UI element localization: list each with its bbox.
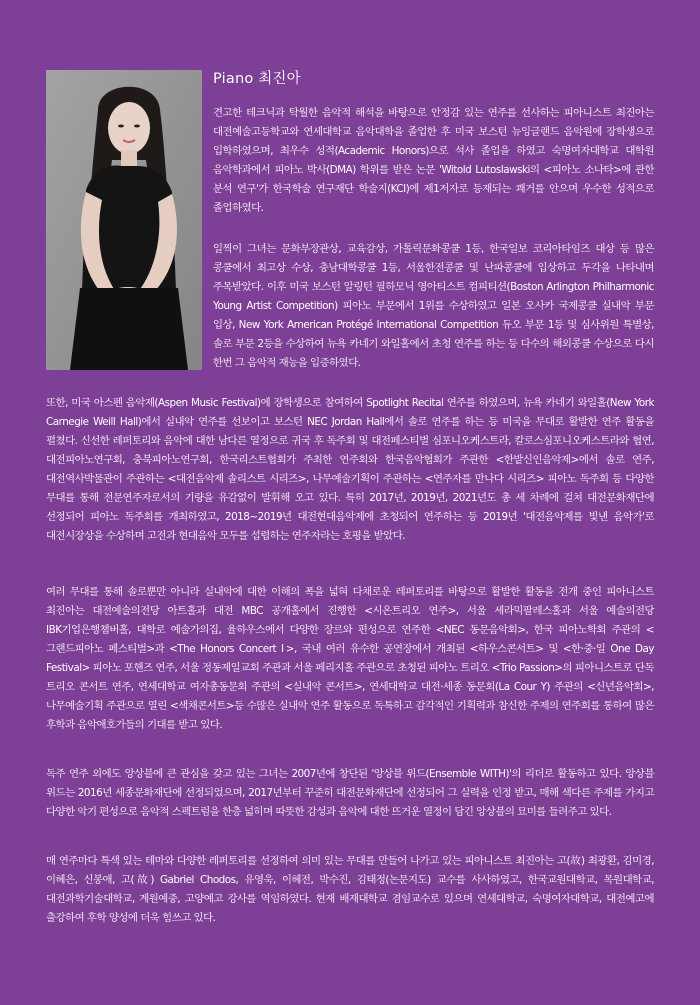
artist-portrait-photo bbox=[46, 70, 202, 370]
face-shape bbox=[108, 102, 150, 154]
bio-paragraph-chamber-music: 여러 무대를 통해 솔로뿐만 아니라 실내악에 대한 이해의 폭을 넓혀 다채로운 레퍼토리를 바탕으로 활발한 활동을 전개 중인 피아니스트 최진아는 대전예술의전당 아트홀과 대전 MBC 공개홀에서 진행한 <시온트리오 연주>, 서울 세라믹팔레스홀과 서울 예술의전당 IBK기업은행챔버홀, 대학로 예술가의집, 율하우스에서 다양한 장르와 편성으로 연주한 <NEC 동문음악회>, 한국 피아노학회 주관의 <그랜드피아노 페스티벌>과 <The Honors Concert Ⅰ>, 국내 여러 유수한 공연장에서 개최된 <하우스콘서트> 및 <한·중·일 One Day Festival> 피아노 포핸즈 연주, 서울 정동제일교회 주관과 서울 페리지홀 주관으로 초청된 피아노 트리오 <Trio Passion>의 피아니스트로 단독 트리오 콘서트 연주, 연세대학교 여자총동문회 주관의 <실내악 콘서트>, 연세대학교 대전·세종 동문회(La Cour Y) 주관의 <신년음악회>, 나무예술기획 주관으로 열린 <색채콘서트>등 수많은 실내악 연주 활동으로 독특하고 감각적인 기획력과 참신한 주제의 연주회를 통하여 많은 후학과 음악애호가들의 기대를 받고 있다. bbox=[46, 586, 654, 731]
neck-shape bbox=[121, 150, 137, 166]
bio-paragraph-education: 견고한 테크닉과 탁월한 음악적 해석을 바탕으로 안정감 있는 연주를 선사하는 피아니스트 최진아는 대전예술고등학교와 연세대학교 음악대학을 졸업한 후 미국 보스턴 뉴잉글랜드 음악원에 장학생으로 입학하였으며, 최우수 성적(Academic Honors)으로 석사 졸업을 하였고 숙명여자대학교 대학원 음악학과에서 피아노 박사(DMA) 학위를 받은 논문 'Witold Lutoslawski의 <피아노 소나타>에 관한 분석 연구'가 한국학술 연구재단 학술지(KCI)에 제1저자로 등재되는 쾌거를 안으며 우수한 성적으로 졸업하였다. bbox=[213, 107, 654, 214]
skirt-shape bbox=[70, 288, 188, 370]
bio-paragraph-competitions: 일찍이 그녀는 문화부장관상, 교육감상, 가톨릭문화콩쿨 1등, 한국일보 코리아타임즈 대상 등 많은 콩쿨에서 최고상 수상, 충남대학콩쿨 1등, 서울한전콩쿨 및 난파콩쿨에 입상하고 두각을 나타내며 주목받았다. 이후 미국 보스턴 알링턴 필하모닉 영아티스트 컴피티션(Boston Arlington Philharmonic Young Artist Competition) 피아노 부문에서 1위를 수상하였고 일본 오사카 국제콩쿨 실내악 부문 입상, New York American Protégé International Competition 듀오 부문 1등 및 심사위원 특별상, 솔로 부문 2등을 수상하여 뉴욕 카네기 와일홀에서 초청 연주를 하는 등 다수의 해외콩쿨 수상으로 다시 한번 그 음악적 재능을 입증하였다. bbox=[213, 243, 654, 369]
right-eye bbox=[134, 125, 140, 128]
bio-paragraph-ensemble-with: 독주 연주 외에도 앙상블에 큰 관심을 갖고 있는 그녀는 2007년에 창단된 '앙상블 위드(Ensemble WITH)'의 리더로 활동하고 있다. 앙상블 위드는 2016년 세종문화재단에 선정되었으며, 2017년부터 꾸준히 대전문화재단에 선정되어 그 실력을 인정 받고, 매해 색다른 주제를 가지고 다양한 악기 편성으로 음악적 스펙트럼을 한층 넓히며 따뜻한 감성과 음악에 대한 뜨거운 열정이 담긴 앙상블의 묘미를 들려주고 있다. bbox=[46, 768, 654, 818]
portrait-illustration bbox=[46, 70, 202, 370]
artist-name-title: Piano 최진아 bbox=[213, 71, 301, 87]
bio-paragraph-performances: 또한, 미국 아스펜 음악제(Aspen Music Festival)에 장학생으로 참여하여 Spotlight Recital 연주를 하였으며, 뉴욕 카네기 와일홀(New York Carnegie Weill Hall)에서 실내악 연주를 선보이고 보스턴 NEC Jordan Hall에서 솔로 연주를 하는 등 미국을 무대로 활발한 연주 활동을 펼쳤다. 신선한 레퍼토리와 음악에 대한 남다른 열정으로 귀국 후 독주회 및 대전페스티벌 심포니오케스트라, 칼로스심포니오케스트라와 협연, 대전피아노연구회, 충북피아노연구회, 한국리스트협회가 주최한 연주회와 한국음악협회가 주관한 <한밭신인음악제>에서 솔로 연주, 대전역사박물관이 주관하는 <대전음악제 솔리스트 시리즈>, 나무예술기획이 주관하는 <연주자를 만나다 시리즈> 피아노 독주회 등 다양한 무대를 통해 전문연주자로서의 기량을 유감없이 발휘해 오고 있다. 특히 2017년, 2019년, 2021년도 총 세 차례에 걸쳐 대전문화재단에 선정되어 피아노 독주회를 개최하였고, 2018~2019년 대전현대음악제에 초청되어 연주하는 등 2019년 '대전음악제를 빛낸 음악가'로 대전시장상을 수상하며 고전과 현대음악 모두를 섭렵하는 연주자라는 호평을 받았다. bbox=[46, 397, 654, 542]
bio-paragraph-teachers-career: 매 연주마다 특색 있는 테마와 다양한 레퍼토리를 선정하여 의미 있는 무대를 만들어 나가고 있는 피아니스트 최진아는 고(故) 최광환, 김미경, 이혜은, 신봉애, 고(故) Gabriel Chodos, 유영욱, 이혜전, 박수진, 김태정(논문지도) 교수를 사사하였고, 한국교원대학교, 목원대학교, 대전과학기술대학교, 계원예중, 고양예고 강사를 역임하였다. 현재 배재대학교 겸임교수로 있으며 연세대학교, 숙명여자대학교, 대전예고에 출강하여 후학 양성에 더욱 힘쓰고 있다. bbox=[46, 855, 654, 924]
left-eye bbox=[118, 125, 124, 128]
